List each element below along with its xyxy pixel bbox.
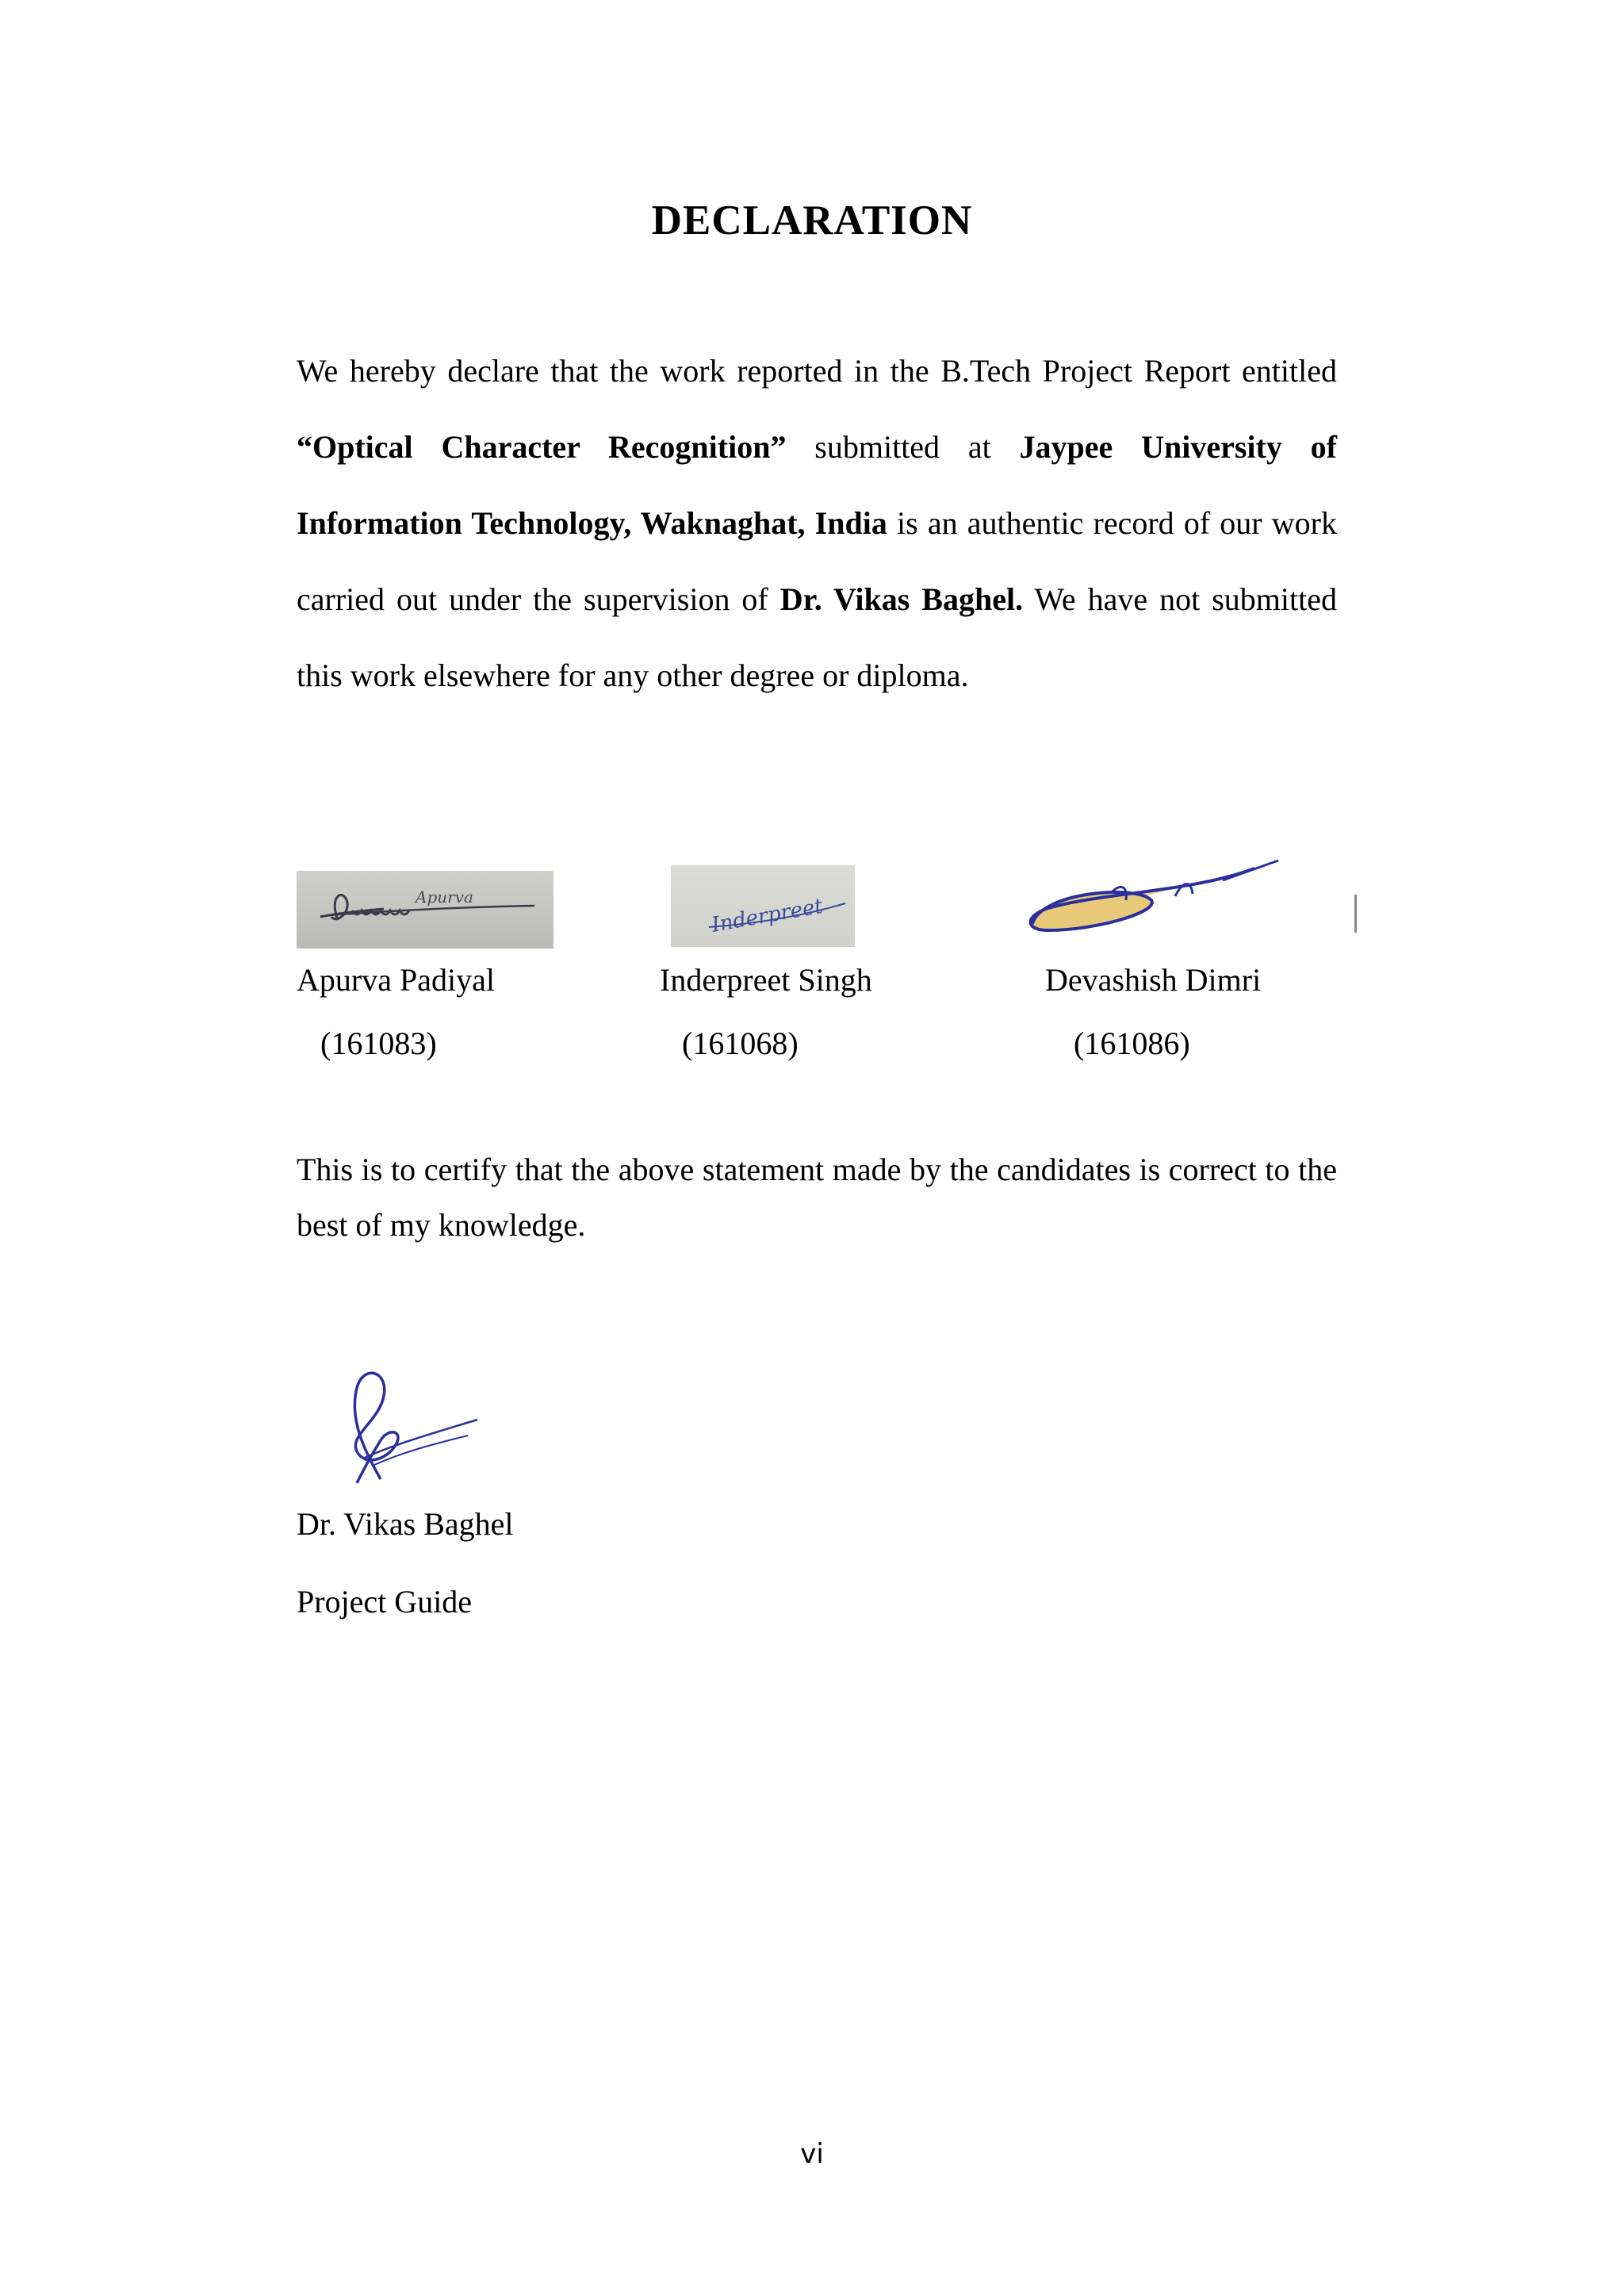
- declaration-record-text: is an authentic record of our work carried out under the supervision of: [297, 505, 1337, 617]
- candidate-name: Apurva Padiyal: [297, 962, 495, 998]
- candidate-roll: (161068): [682, 1025, 799, 1061]
- signature-devashish-ink: [1017, 837, 1294, 944]
- declaration-closing: We have not submitted this work elsewhere for any other degree or diploma.: [297, 581, 1337, 693]
- project-title: “Optical Character Recognition”: [297, 429, 787, 465]
- declaration-intro: We hereby declare that the work reported in the B.Tech Project Report entitled: [297, 353, 1337, 389]
- page-title: DECLARATION: [651, 197, 973, 243]
- candidate-roll: (161086): [1074, 1025, 1190, 1061]
- candidate-name: Devashish Dimri: [1045, 962, 1262, 998]
- signature-guide: [333, 1364, 480, 1487]
- signature-apurva-text: Apurva: [416, 887, 473, 907]
- declaration-submitted-at: submitted at: [786, 429, 1020, 465]
- candidate-name: Inderpreet Singh: [660, 962, 872, 998]
- signature-inderpreet-ink: [671, 865, 855, 947]
- supervisor-name: Dr. Vikas Baghel.: [779, 581, 1024, 617]
- signature-inderpreet-text: Inderpreet: [710, 894, 825, 937]
- institution-name: Jaypee University of Information Technology, Waknaghat, India: [297, 429, 1337, 541]
- certification-paragraph: This is to certify that the above statement made by the candidates is correct to the best of my knowledge.: [297, 1152, 1337, 1243]
- signature-apurva-ink: [297, 871, 553, 949]
- page-number: vi: [800, 2138, 824, 2170]
- signature-apurva-padiyal: [297, 871, 553, 949]
- candidate-roll: (161083): [320, 1025, 437, 1061]
- signature-guide-ink: [333, 1364, 480, 1487]
- signature-inderpreet-singh: [671, 865, 855, 947]
- scan-artifact-line: [1354, 895, 1357, 933]
- declaration-paragraph: [297, 333, 1337, 714]
- guide-role: Project Guide: [297, 1584, 473, 1619]
- signature-devashish-dimri: [1017, 837, 1294, 944]
- guide-name: Dr. Vikas Baghel: [297, 1506, 514, 1542]
